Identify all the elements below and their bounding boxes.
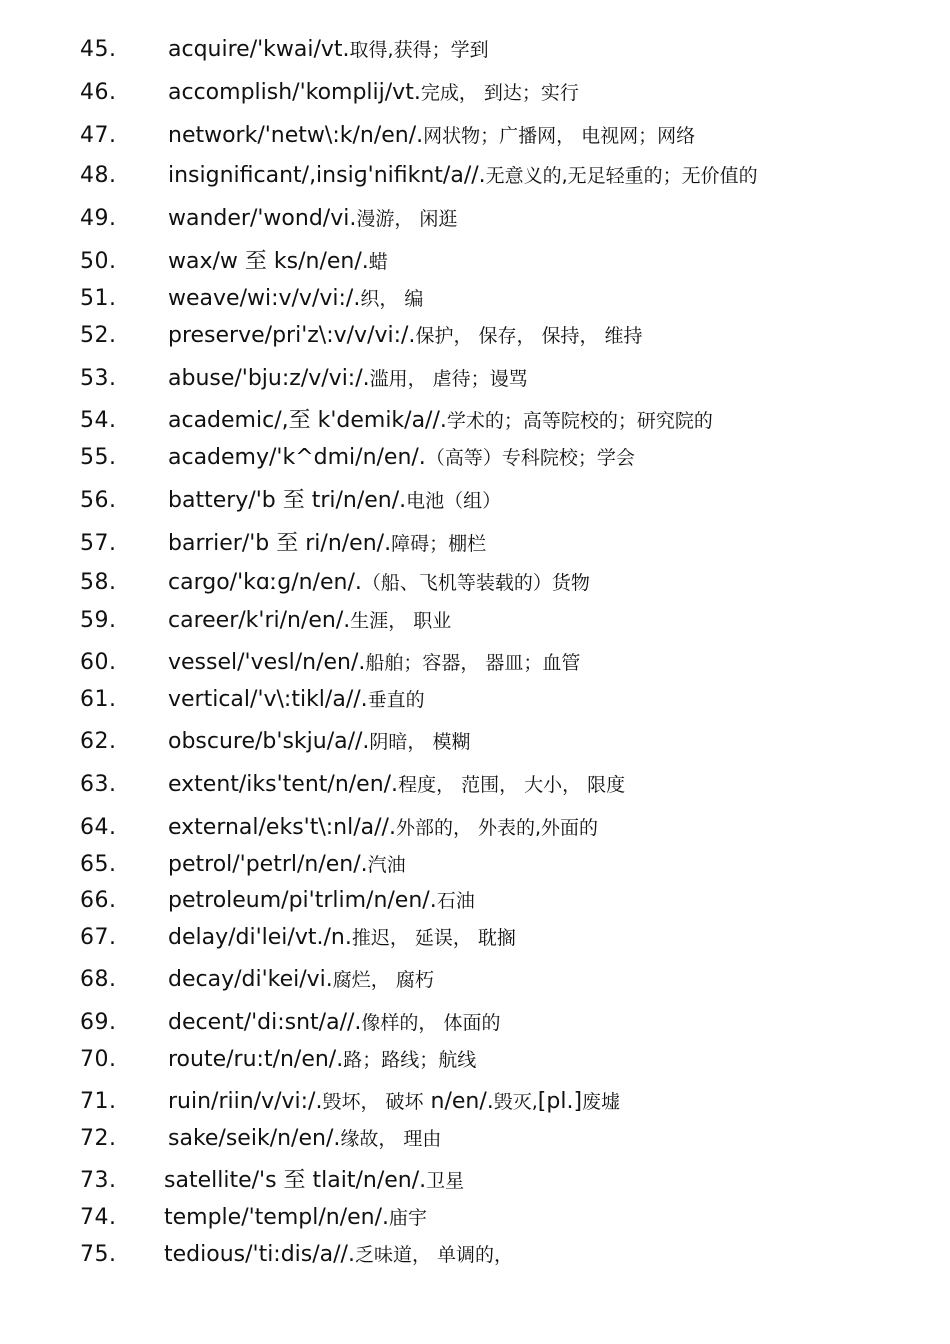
entry-word: wax/w 至 ks/n/en/. <box>168 249 369 274</box>
entry-meaning-noun: 毁灭, <box>493 1091 538 1113</box>
entry-number: 50. <box>80 249 117 274</box>
entry-meaning: 织， 编 <box>360 288 424 310</box>
entry-number: 67. <box>80 925 117 950</box>
entry-meaning: 障碍；棚栏 <box>391 533 487 555</box>
entry-meaning: 卫星 <box>426 1170 465 1192</box>
entry-text <box>168 406 713 436</box>
entry-number: 51. <box>80 286 117 311</box>
entry-meaning: 网状物；广播网， 电视网；网络 <box>423 125 696 147</box>
entry-number: 47. <box>80 123 117 148</box>
entry-number: 49. <box>80 206 117 231</box>
entry-meaning: 取得,获得；学到 <box>349 39 489 61</box>
entry-meaning: 汽油 <box>367 854 406 876</box>
entry-text <box>168 121 695 151</box>
entry-word: insignificant/,insiɡ'nifiknt/a//. <box>168 163 486 188</box>
entry-word: preserve/pri'z\:v/v/vi:/. <box>168 323 416 348</box>
entry-number: 46. <box>80 80 117 105</box>
entry-number: 73. <box>80 1168 117 1193</box>
entry-text <box>168 727 470 757</box>
list-item <box>0 1087 950 1121</box>
entry-number: 52. <box>80 323 117 348</box>
entry-text <box>168 1087 620 1117</box>
entry-word: temple/'templ/n/en/. <box>164 1205 389 1230</box>
list-item <box>0 606 950 640</box>
entry-word: battery/'b 至 tri/n/en/. <box>168 488 407 513</box>
entry-text <box>164 1203 427 1233</box>
list-item <box>0 850 950 884</box>
entry-plural-tag: [pl.] <box>537 1089 583 1114</box>
entry-meaning: 石油 <box>436 890 475 912</box>
entry-number: 57. <box>80 531 117 556</box>
entry-meaning: （船、飞机等装载的）货物 <box>361 572 590 594</box>
entry-meaning: 缘故， 理由 <box>340 1128 442 1150</box>
list-item <box>0 886 950 920</box>
entry-meaning: 毁坏， 破坏 <box>322 1091 424 1113</box>
entry-text <box>168 35 489 65</box>
entry-text <box>168 648 580 678</box>
entry-meaning: 电池（组） <box>406 490 502 512</box>
entry-word: abuse/'bju:z/v/vi:/. <box>168 366 370 391</box>
entry-meaning: 庙宇 <box>388 1207 427 1229</box>
entry-text <box>168 284 423 314</box>
list-item <box>0 121 950 155</box>
entry-meaning: 阴暗， 模糊 <box>369 731 471 753</box>
list-item <box>0 486 950 520</box>
list-item <box>0 1240 950 1274</box>
entry-number: 70. <box>80 1047 117 1072</box>
entry-text <box>168 606 451 636</box>
list-item <box>0 1008 950 1042</box>
list-item <box>0 1045 950 1079</box>
list-item <box>0 204 950 238</box>
list-item <box>0 965 950 999</box>
entry-meaning: 保护， 保存， 保持， 维持 <box>415 325 643 347</box>
entry-text <box>168 204 457 234</box>
entry-word-noun: n/en/. <box>423 1089 494 1114</box>
entry-text <box>168 568 590 598</box>
entry-number: 66. <box>80 888 117 913</box>
entry-meaning: 蜡 <box>368 251 388 273</box>
entry-word: career/k'ri/n/en/. <box>168 608 351 633</box>
entry-number: 45. <box>80 37 117 62</box>
entry-word: satellite/'s 至 tlait/n/en/. <box>164 1168 427 1193</box>
entry-meaning: 完成， 到达；实行 <box>420 82 579 104</box>
entry-text <box>168 247 388 277</box>
entry-meaning: 路；路线；航线 <box>343 1049 477 1071</box>
list-item <box>0 813 950 847</box>
entry-text <box>168 1045 476 1075</box>
entry-text <box>168 486 501 516</box>
entry-text <box>168 850 406 880</box>
entry-text <box>168 813 598 843</box>
entry-word: wander/'wond/vi. <box>168 206 357 231</box>
entry-text <box>168 770 625 800</box>
entry-word: accomplish/'komplij/vt. <box>168 80 421 105</box>
entry-word: delay/di'lei/vt./n. <box>168 925 352 950</box>
entry-number: 72. <box>80 1126 117 1151</box>
entry-text <box>168 1124 441 1154</box>
entry-word: petrol/'petrl/n/en/. <box>168 852 368 877</box>
entry-word: vessel/'vesl/n/en/. <box>168 650 366 675</box>
entry-word: barrier/'b 至 ri/n/en/. <box>168 531 392 556</box>
entry-text <box>164 1166 464 1196</box>
entry-word: academic/,至 k'demik/a//. <box>168 408 447 433</box>
entry-number: 48. <box>80 163 117 188</box>
entry-number: 54. <box>80 408 117 433</box>
entry-text <box>168 78 579 108</box>
list-item <box>0 685 950 719</box>
entry-meaning: 垂直的 <box>367 689 425 711</box>
entry-word: tedious/'ti:dis/a//. <box>164 1242 355 1267</box>
entry-word: external/eks't\:nl/a//. <box>168 815 396 840</box>
entry-meaning: 船舶；容器， 器皿；血管 <box>365 652 581 674</box>
list-item <box>0 1203 950 1237</box>
list-item <box>0 161 950 195</box>
entry-text <box>168 965 434 995</box>
list-item <box>0 568 950 602</box>
entry-meaning: 推迟， 延误， 耽搁 <box>351 927 516 949</box>
entry-word: petroleum/pi'trlim/n/en/. <box>168 888 437 913</box>
entry-word: cargo/'kɑːɡ/n/en/. <box>168 570 362 595</box>
entry-text <box>168 685 425 715</box>
entry-number: 74. <box>80 1205 117 1230</box>
entry-text <box>168 321 643 351</box>
entry-word: decay/di'kei/vi. <box>168 967 333 992</box>
entry-text <box>168 529 486 559</box>
entry-number: 68. <box>80 967 117 992</box>
entry-meaning: 学术的；高等院校的；研究院的 <box>446 410 713 432</box>
list-item <box>0 923 950 957</box>
entry-meaning: 腐烂， 腐朽 <box>332 969 434 991</box>
entry-number: 69. <box>80 1010 117 1035</box>
entry-word: route/ru:t/n/en/. <box>168 1047 344 1072</box>
entry-text <box>164 1240 513 1270</box>
entry-number: 63. <box>80 772 117 797</box>
entry-number: 59. <box>80 608 117 633</box>
list-item <box>0 529 950 563</box>
entry-number: 75. <box>80 1242 117 1267</box>
entry-number: 71. <box>80 1089 117 1114</box>
entry-meaning: 漫游， 闲逛 <box>356 208 458 230</box>
entry-meaning: 外部的， 外表的,外面的 <box>395 817 599 839</box>
entry-word: acquire/'kwai/vt. <box>168 37 350 62</box>
list-item <box>0 35 950 69</box>
entry-meaning: （高等）专科院校；学会 <box>425 447 635 469</box>
entry-meaning: 乏味道， 单调的， <box>354 1244 514 1266</box>
entry-number: 61. <box>80 687 117 712</box>
list-item <box>0 727 950 761</box>
entry-number: 64. <box>80 815 117 840</box>
list-item <box>0 364 950 398</box>
entry-meaning: 滥用， 虐待；谩骂 <box>369 368 528 390</box>
list-item <box>0 443 950 477</box>
list-item <box>0 284 950 318</box>
entry-number: 62. <box>80 729 117 754</box>
entry-text <box>168 886 475 916</box>
entry-meaning-plural: 废墟 <box>582 1091 621 1113</box>
entry-text <box>168 923 516 953</box>
entry-number: 65. <box>80 852 117 877</box>
entry-number: 53. <box>80 366 117 391</box>
entry-word: decent/'di:snt/a//. <box>168 1010 362 1035</box>
entry-number: 58. <box>80 570 117 595</box>
list-item <box>0 1124 950 1158</box>
entry-word: ruin/riin/v/vi:/. <box>168 1089 323 1114</box>
entry-text <box>168 161 758 191</box>
list-item <box>0 770 950 804</box>
entry-word: academy/'k^dmi/n/en/. <box>168 445 426 470</box>
entry-text <box>168 364 528 394</box>
entry-word: obscure/b'skju/a//. <box>168 729 370 754</box>
list-item <box>0 406 950 440</box>
list-item <box>0 321 950 355</box>
list-item <box>0 1166 950 1200</box>
list-item <box>0 78 950 112</box>
entry-meaning: 程度， 范围， 大小， 限度 <box>398 774 626 796</box>
entry-text <box>168 443 635 473</box>
entry-word: extent/iks'tent/n/en/. <box>168 772 399 797</box>
entry-meaning: 像样的， 体面的 <box>361 1012 501 1034</box>
entry-word: sake/seik/n/en/. <box>168 1126 341 1151</box>
entry-number: 56. <box>80 488 117 513</box>
entry-word: vertical/'v\:tikl/a//. <box>168 687 368 712</box>
entry-number: 60. <box>80 650 117 675</box>
entry-text <box>168 1008 500 1038</box>
entry-meaning: 生涯， 职业 <box>350 610 452 632</box>
entry-word: weave/wi:v/v/vi:/. <box>168 286 361 311</box>
list-item <box>0 247 950 281</box>
entry-word: network/'netw\:k/n/en/. <box>168 123 424 148</box>
entry-meaning: 无意义的,无足轻重的；无价值的 <box>485 165 758 187</box>
entry-number: 55. <box>80 445 117 470</box>
list-item <box>0 648 950 682</box>
